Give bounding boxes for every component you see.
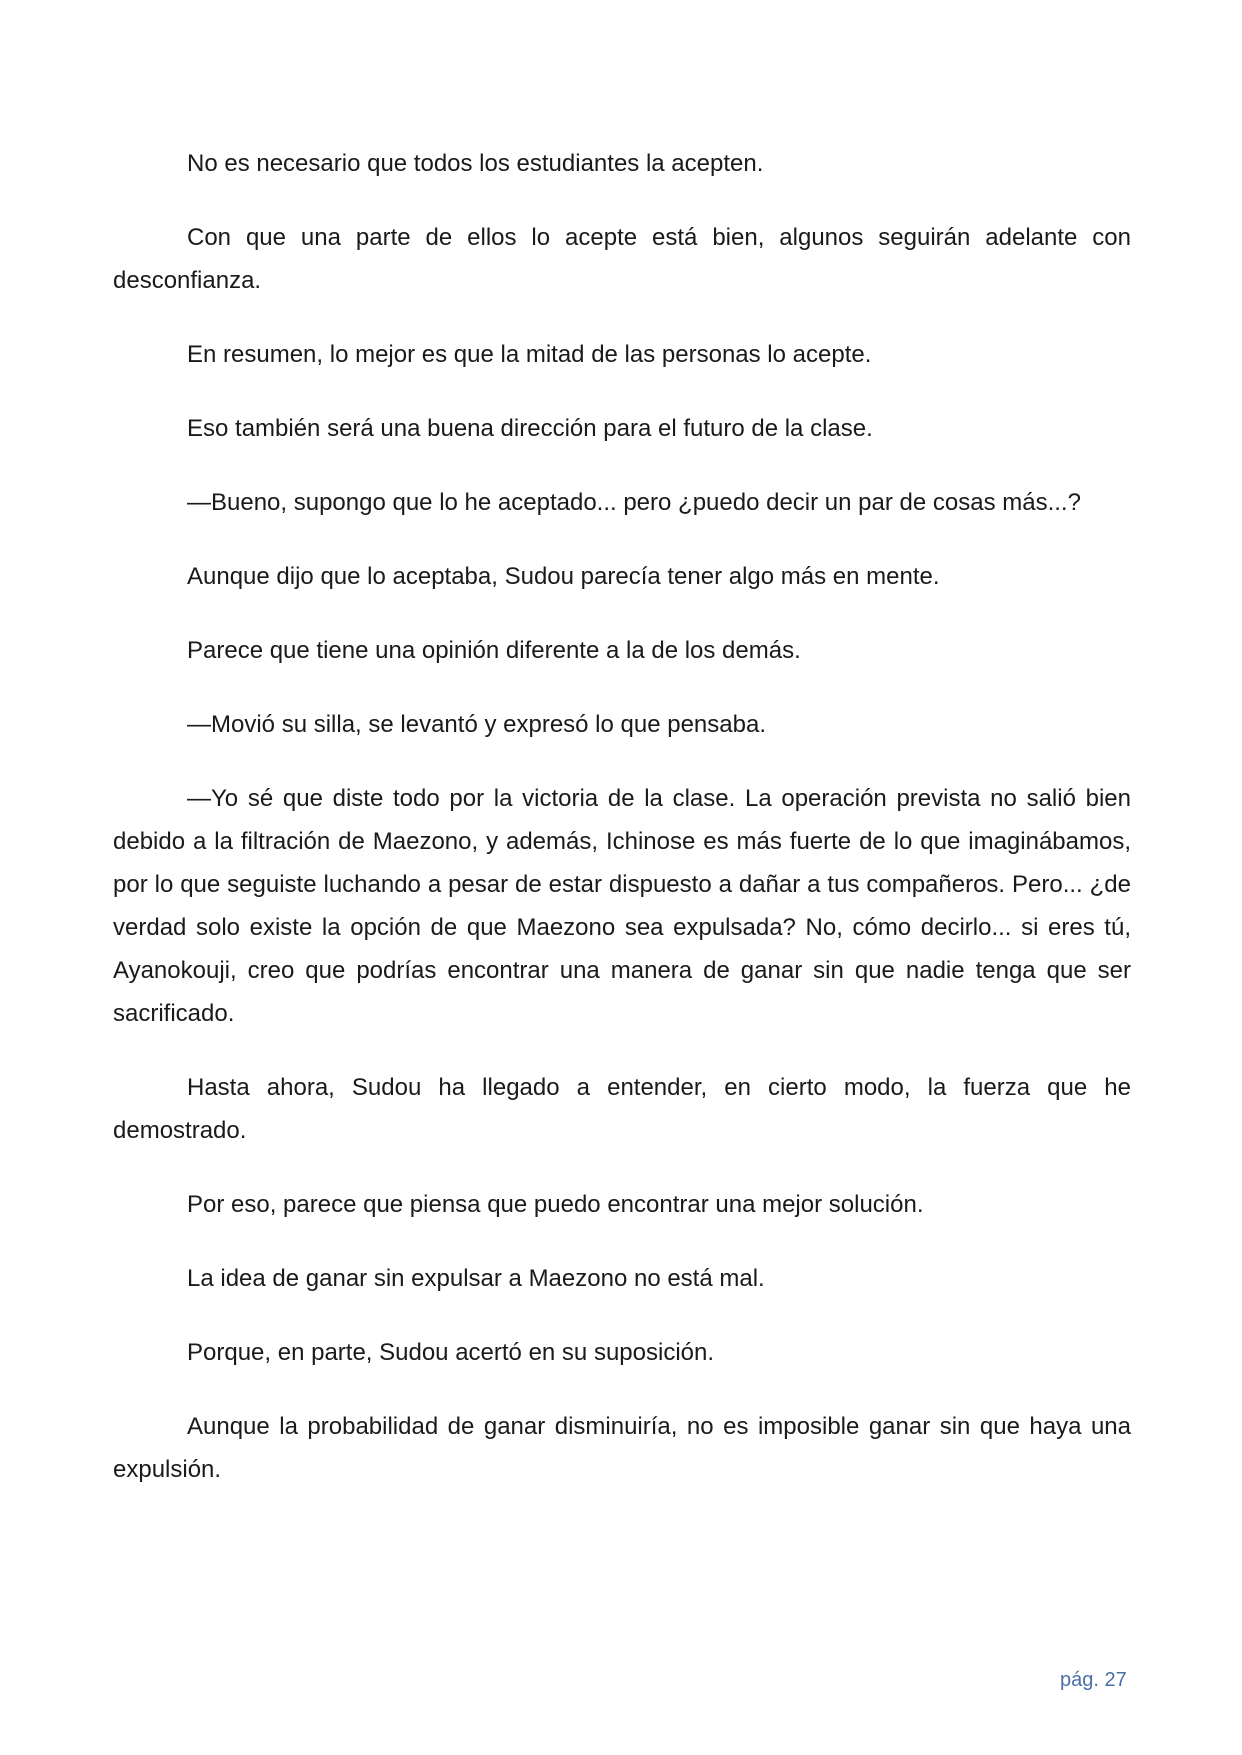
- paragraph: —Bueno, supongo que lo he aceptado... pero ¿puedo decir un par de cosas más...?: [187, 489, 1081, 516]
- paragraph: Por eso, parece que piensa que puedo encontrar una mejor solución.: [187, 1191, 924, 1218]
- paragraph: No es necesario que todos los estudiantes la acepten.: [187, 150, 764, 177]
- paragraph: —Yo sé que diste todo por la victoria de la clase. La operación prevista no salió bien debido a la filtración de Maezono, y además, Ichinose es más fuerte de lo que imaginábamos, por lo que seguiste luchando a pesar de estar dispuesto a dañar a tus compañeros. Pero... ¿de verdad solo existe la opción de que Maezono sea expulsada? No, cómo decirlo... si eres tú, Ayanokouji, creo que podrías encontrar una manera de ganar sin que nadie tenga que ser sacrificado.: [113, 785, 1131, 1027]
- paragraph: Aunque la probabilidad de ganar disminuiría, no es imposible ganar sin que haya una expulsión.: [113, 1413, 1131, 1483]
- paragraph: Eso también será una buena dirección para el futuro de la clase.: [187, 415, 873, 442]
- paragraph: Aunque dijo que lo aceptaba, Sudou parecía tener algo más en mente.: [187, 563, 940, 590]
- paragraph: Con que una parte de ellos lo acepte está bien, algunos seguirán adelante con desconfianza.: [113, 224, 1131, 294]
- page-number: pág. 27: [1060, 1669, 1127, 1691]
- paragraph: —Movió su silla, se levantó y expresó lo que pensaba.: [187, 711, 766, 738]
- paragraph: En resumen, lo mejor es que la mitad de las personas lo acepte.: [187, 341, 872, 368]
- paragraph: Hasta ahora, Sudou ha llegado a entender, en cierto modo, la fuerza que he demostrado.: [113, 1074, 1131, 1144]
- body-text: [113, 142, 1131, 1522]
- paragraph: Parece que tiene una opinión diferente a la de los demás.: [187, 637, 801, 664]
- paragraph: Porque, en parte, Sudou acertó en su suposición.: [187, 1339, 715, 1366]
- paragraph: La idea de ganar sin expulsar a Maezono no está mal.: [187, 1265, 765, 1292]
